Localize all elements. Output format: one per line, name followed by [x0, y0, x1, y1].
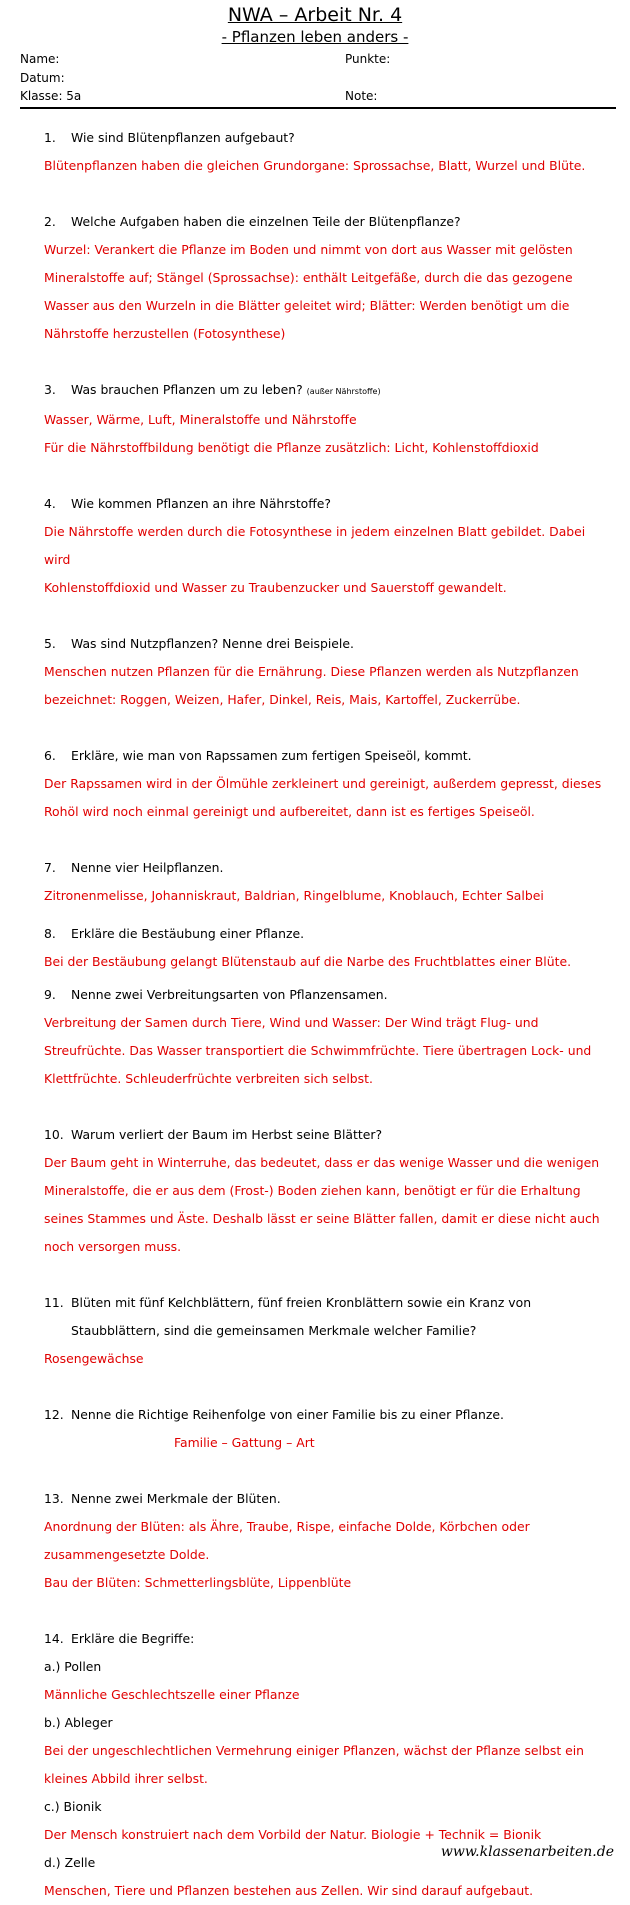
question-number: 8.	[44, 925, 56, 941]
question	[44, 742, 604, 770]
question-number: 14.	[44, 1631, 64, 1647]
points-label: Punkte:	[345, 52, 391, 66]
answer-line: Kohlenstoffdioxid und Wasser zu Traubenzucker und Sauerstoff gewandelt.	[44, 580, 507, 595]
answer-line: Mineralstoffe auf; Stängel (Sprossachse): enthält Leitgefäße, durch die das gezogene	[44, 270, 573, 285]
page-subtitle: - Pflanzen leben anders -	[221, 28, 409, 46]
answer-line: Der Rapssamen wird in der Ölmühle zerkleinert und gereinigt, außerdem gepresst, dieses	[44, 776, 602, 791]
answer-line: Blütenpflanzen haben die gleichen Grundorgane: Sprossachse, Blatt, Wurzel und Blüte.	[44, 158, 586, 173]
term-label: c.) Bionik	[44, 1799, 102, 1815]
answer-line: zusammengesetzte Dolde.	[44, 1547, 210, 1563]
question	[44, 1401, 604, 1429]
question-text: Welche Aufgaben haben die einzelnen Teile der Blütenpflanze?	[71, 214, 461, 229]
question-text: Nenne zwei Merkmale der Blüten.	[71, 1491, 281, 1507]
answer-line: Männliche Geschlechtszelle einer Pflanze	[44, 1687, 300, 1703]
question	[44, 630, 604, 658]
question	[44, 981, 604, 1009]
answer-line: Nährstoffe herzustellen (Fotosynthese)	[44, 326, 286, 341]
answer-line: Rosengewächse	[44, 1351, 144, 1367]
question-number: 6.	[44, 748, 56, 763]
answer-line: Familie – Gattung – Art	[174, 1435, 315, 1451]
answer-line: Die Nährstoffe werden durch die Fotosynthese in jedem einzelnen Blatt gebildet. Dabei wird	[44, 524, 586, 567]
question	[44, 1485, 604, 1513]
answer-line: Klettfrüchte. Schleuderfrüchte verbreiten sich selbst.	[44, 1071, 373, 1087]
answer-line: Wasser, Wärme, Luft, Mineralstoffe und Nährstoffe	[44, 412, 357, 427]
question-number: 5.	[44, 636, 56, 651]
question-note: (außer Nährstoffe)	[306, 387, 381, 396]
answer-line: Wasser aus den Wurzeln in die Blätter geleitet wird; Blätter: Werden benötigt um die	[44, 298, 570, 313]
question-number: 1.	[44, 130, 56, 145]
question-text: Erkläre die Bestäubung einer Pflanze.	[71, 925, 305, 941]
question-number: 13.	[44, 1491, 64, 1507]
answer-line: bezeichnet: Roggen, Weizen, Hafer, Dinkel, Reis, Mais, Kartoffel, Zuckerrübe.	[44, 692, 521, 707]
name-label: Name:	[20, 52, 60, 66]
question-text: Wie sind Blütenpflanzen aufgebaut?	[71, 130, 295, 145]
question-text: Erkläre die Begriffe:	[71, 1631, 195, 1647]
term-label: a.) Pollen	[44, 1659, 102, 1675]
header-divider	[20, 107, 616, 109]
date-label: Datum:	[20, 71, 65, 85]
answer-line: Menschen, Tiere und Pflanzen bestehen aus Zellen. Wir sind darauf aufgebaut.	[44, 1883, 534, 1899]
question	[44, 1625, 604, 1653]
answer-line: Rohöl wird noch einmal gereinigt und aufbereitet, dann ist es fertiges Speiseöl.	[44, 804, 535, 819]
question-text: Nenne vier Heilpflanzen.	[71, 860, 224, 875]
question-number: 7.	[44, 860, 56, 875]
answer-line: Bei der Bestäubung gelangt Blütenstaub auf die Narbe des Fruchtblattes einer Blüte.	[44, 953, 572, 969]
question-text: Was brauchen Pflanzen um zu leben?	[71, 382, 303, 397]
answer-line: Streufrüchte. Das Wasser transportiert die Schwimmfrüchte. Tiere übertragen Lock- und	[44, 1043, 592, 1059]
term-label: b.) Ableger	[44, 1715, 113, 1731]
grade-label: Note:	[345, 89, 378, 103]
answer-line: Anordnung der Blüten: als Ähre, Traube, Rispe, einfache Dolde, Körbchen oder	[44, 1519, 530, 1535]
questions-list	[44, 124, 604, 1905]
answer-line: Verbreitung der Samen durch Tiere, Wind und Wasser: Der Wind trägt Flug- und	[44, 1015, 539, 1031]
question-text: Was sind Nutzpflanzen? Nenne drei Beispiele.	[71, 636, 354, 651]
question-text: Nenne die Richtige Reihenfolge von einer Familie bis zu einer Pflanze.	[71, 1407, 504, 1423]
class-label: Klasse: 5a	[20, 89, 82, 103]
question	[44, 376, 604, 406]
answer-line: Mineralstoffe, die er aus dem (Frost-) Boden ziehen kann, benötigt er für die Erhaltung	[44, 1183, 581, 1199]
answer-line: Menschen nutzen Pflanzen für die Ernährung. Diese Pflanzen werden als Nutzpflanzen	[44, 664, 579, 679]
question-text: Blüten mit fünf Kelchblättern, fünf freien Kronblättern sowie ein Kranz von	[71, 1295, 532, 1311]
question	[44, 1289, 604, 1317]
question-number: 3.	[44, 382, 56, 397]
term-label: d.) Zelle	[44, 1855, 96, 1871]
question-text: Erkläre, wie man von Rapssamen zum fertigen Speiseöl, kommt.	[71, 748, 472, 763]
question-text: Nenne zwei Verbreitungsarten von Pflanzensamen.	[71, 987, 388, 1003]
answer-line: noch versorgen muss.	[44, 1239, 182, 1255]
answer-line: Der Baum geht in Winterruhe, das bedeutet, dass er das wenige Wasser und die wenigen	[44, 1155, 600, 1171]
question-number: 11.	[44, 1295, 64, 1311]
question-text: Warum verliert der Baum im Herbst seine Blätter?	[71, 1127, 383, 1143]
answer-line: Wurzel: Verankert die Pflanze im Boden und nimmt von dort aus Wasser mit gelösten	[44, 242, 573, 257]
question	[44, 490, 604, 518]
answer-line: seines Stammes und Äste. Deshalb lässt er seine Blätter fallen, damit er diese nicht auch	[44, 1211, 600, 1227]
answer-line: kleines Abbild ihrer selbst.	[44, 1771, 208, 1787]
question	[44, 854, 604, 882]
answer-line: Bau der Blüten: Schmetterlingsblüte, Lippenblüte	[44, 1575, 352, 1591]
answer-line: Bei der ungeschlechtlichen Vermehrung einiger Pflanzen, wächst der Pflanze selbst ein	[44, 1743, 585, 1759]
question-number: 4.	[44, 496, 56, 511]
question	[44, 124, 604, 152]
question-number: 9.	[44, 987, 56, 1003]
question	[44, 208, 604, 236]
answer-line: Für die Nährstoffbildung benötigt die Pflanze zusätzlich: Licht, Kohlenstoffdioxid	[44, 440, 539, 455]
question-text: Wie kommen Pflanzen an ihre Nährstoffe?	[71, 496, 331, 511]
question-number: 12.	[44, 1407, 64, 1423]
question	[44, 1121, 604, 1149]
footer-url: www.klassenarbeiten.de	[440, 1844, 614, 1860]
question-text-continued: Staubblättern, sind die gemeinsamen Merkmale welcher Familie?	[71, 1323, 477, 1339]
answer-line: Der Mensch konstruiert nach dem Vorbild der Natur. Biologie + Technik = Bionik	[44, 1827, 542, 1843]
answer-line: Zitronenmelisse, Johanniskraut, Baldrian, Ringelblume, Knoblauch, Echter Salbei	[44, 888, 544, 903]
question	[44, 920, 604, 948]
question-number: 10.	[44, 1127, 64, 1143]
question-number: 2.	[44, 214, 56, 229]
page-title: NWA – Arbeit Nr. 4	[227, 4, 403, 26]
